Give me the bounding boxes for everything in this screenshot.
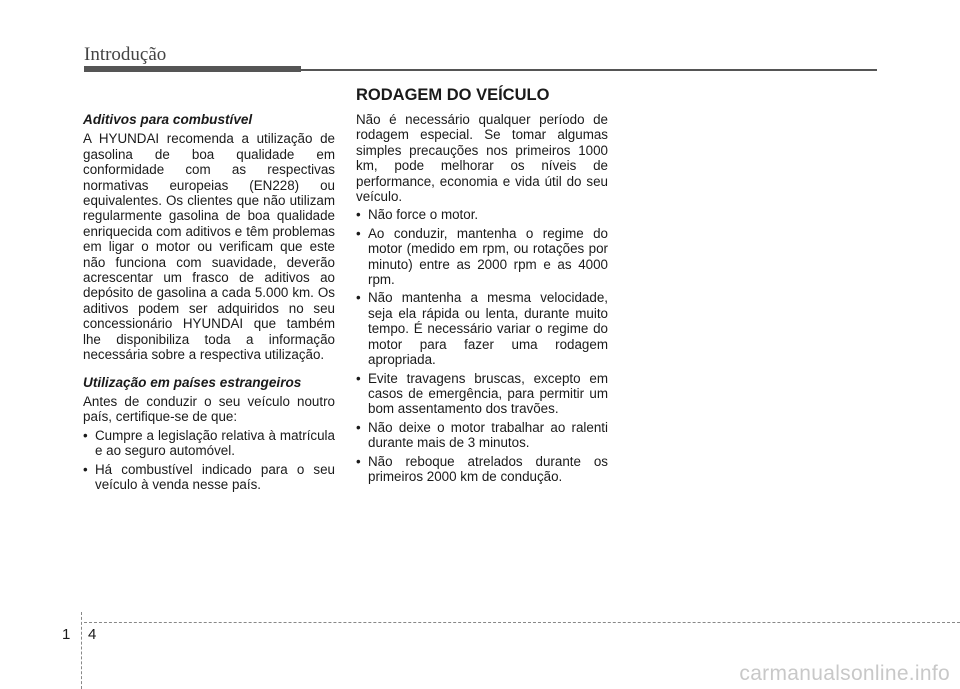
page-number: 4 [88, 626, 97, 643]
watermark: carmanualsonline.info [739, 662, 950, 685]
break-in-list [356, 207, 608, 484]
header-bar-thick [84, 66, 301, 72]
break-in-intro: Não é necessário qualquer período de rodagem especial. Se tomar algumas simples precauções nos primeiros 1000 km, pode melhorar os níveis de performance, economia e vida útil do seu veículo. [356, 112, 608, 205]
foreign-use-intro: Antes de conduzir o seu veículo noutro país, certifique-se de que: [83, 393, 335, 425]
header-bar-thin [301, 69, 877, 71]
list-item: • Não reboque atrelados durante os primeiros 2000 km de condução. [356, 454, 608, 485]
additives-body: A HYUNDAI recomenda a utilização de gasolina de boa qualidade em conformidade com as respectivas normativas europeias (EN228) ou equivalentes. Os clientes que não utilizam regularmente gasolina de boa qualidade enriquecida com aditivos e têm problemas em ligar o motor ou verificam que este não funciona com suavidade, deverão acrescentar um frasco de aditivos ao depósito de gasolina a cada 5.000 km. Os aditivos podem ser adquiridos no seu concessionário HYUNDAI que também lhe disponibiliza toda a informação necessária sobre a respectiva utilização. [83, 131, 335, 363]
section-heading: RODAGEM DO VEÍCULO [356, 86, 550, 104]
header-title: Introdução [84, 44, 167, 65]
footer-divider [84, 622, 960, 623]
chapter-number: 1 [62, 626, 71, 643]
list-item: • Não mantenha a mesma velocidade, seja ela rápida ou lenta, durante muito tempo. É necessário variar o regime do motor para fazer uma rodagem apropriada. [356, 290, 608, 367]
foreign-use-list [83, 428, 335, 493]
additives-title: Aditivos para combustível [83, 112, 253, 127]
right-column [356, 112, 608, 487]
list-item: • Há combustível indicado para o seu veículo à venda nesse país. [83, 462, 335, 493]
list-item: • Cumpre a legislação relativa à matrícula e ao seguro automóvel. [83, 428, 335, 459]
list-item: • Evite travagens bruscas, excepto em casos de emergência, para permitir um bom assentamento dos travões. [356, 371, 608, 417]
foreign-use-title: Utilização em países estrangeiros [83, 374, 302, 390]
footer-vertical-divider [81, 612, 82, 689]
list-item: • Não deixe o motor trabalhar ao ralenti durante mais de 3 minutos. [356, 420, 608, 451]
list-item: • Não force o motor. [356, 207, 608, 222]
left-column [83, 112, 335, 495]
list-item: • Ao conduzir, mantenha o regime do motor (medido em rpm, ou rotações por minuto) entre as 2000 rpm e as 4000 rpm. [356, 226, 608, 288]
